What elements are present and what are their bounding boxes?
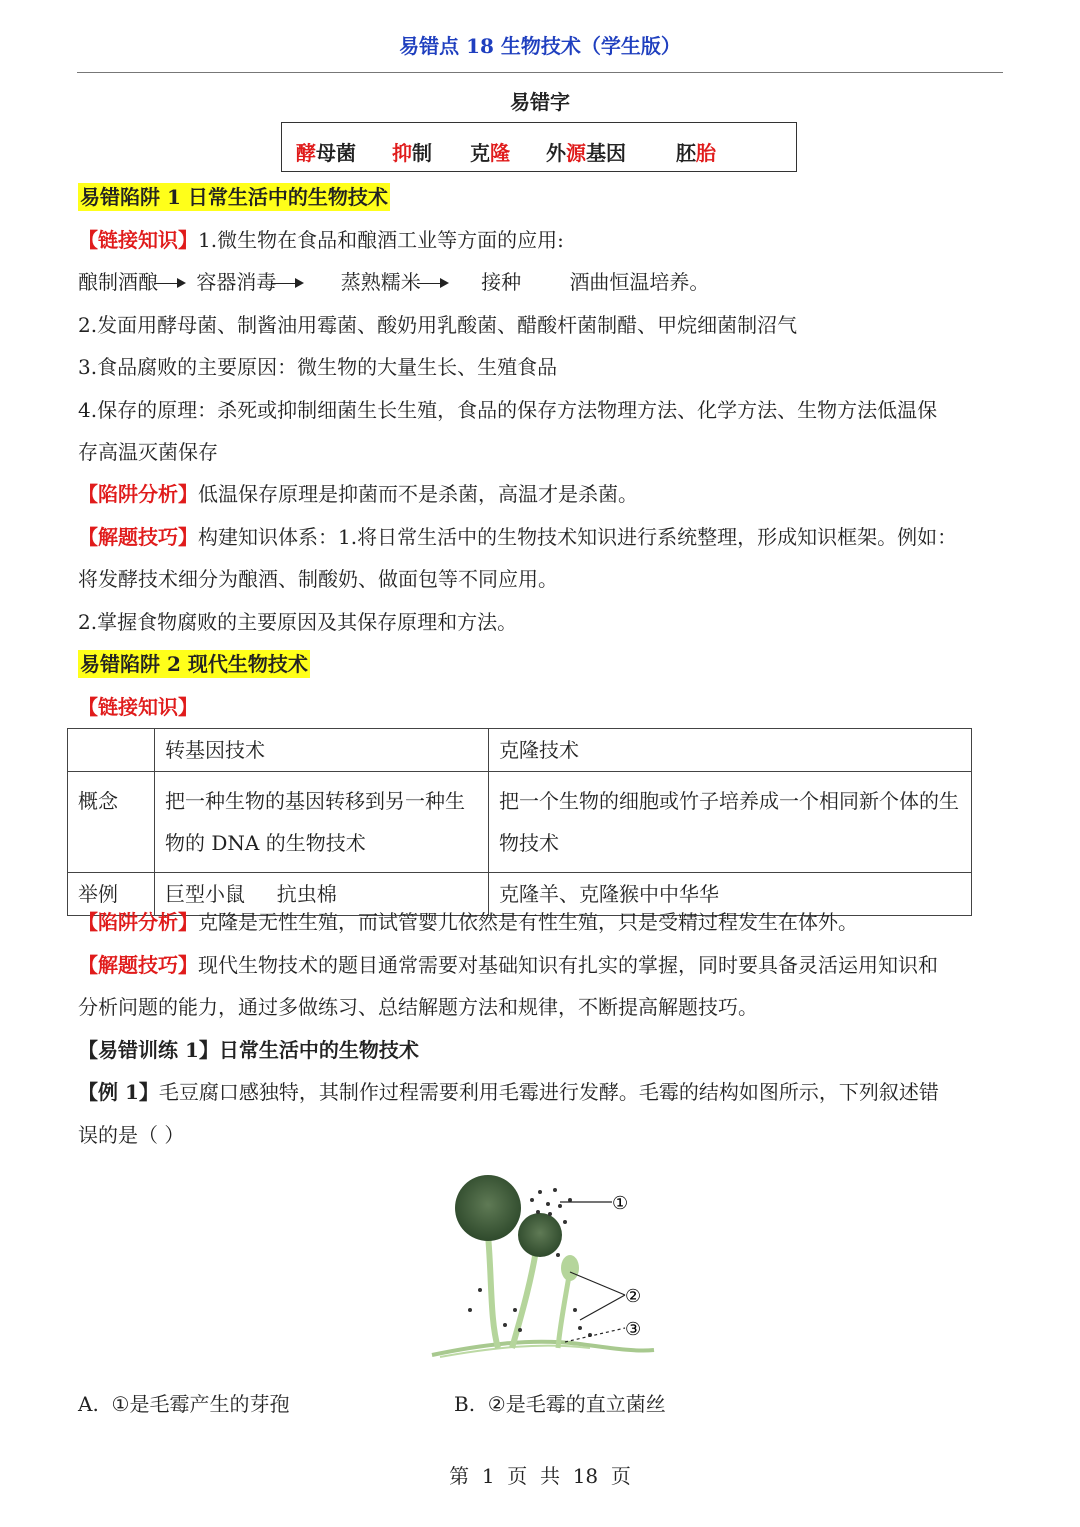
table-header-transgenic: 转基因技术 bbox=[155, 729, 489, 772]
trap2-heading: 易错陷阱 2 现代生物技术 bbox=[80, 652, 308, 676]
arrow-icon bbox=[417, 283, 447, 284]
table-cell bbox=[68, 729, 155, 772]
table-cell: 概念 bbox=[68, 772, 155, 873]
typo-heading: 易错字 bbox=[510, 90, 570, 114]
figure-label-1: ① bbox=[612, 1193, 629, 1214]
trap1-item4-line2: 存高温灭菌保存 bbox=[78, 440, 218, 464]
typo-word-1: 酵母菌 bbox=[296, 141, 356, 165]
trap1-heading: 易错陷阱 1 日常生活中的生物技术 bbox=[80, 185, 388, 209]
typo-word-3: 克隆 bbox=[470, 141, 510, 165]
trap1-link: 【链接知识】1.微生物在食品和酿酒工业等方面的应用: bbox=[78, 228, 564, 252]
typo-word-2: 抑制 bbox=[392, 141, 432, 165]
option-b: B. ②是毛霉的直立菌丝 bbox=[454, 1392, 666, 1416]
table-header-clone: 克隆技术 bbox=[489, 729, 972, 772]
option-a: A. ①是毛霉产生的芽孢 bbox=[78, 1392, 290, 1416]
typo-word-5: 胚胎 bbox=[676, 141, 716, 165]
trap1-item4-line1: 4.保存的原理：杀死或抑制细菌生长生殖，食品的保存方法物理方法、化学方法、生物方法低温保 bbox=[78, 398, 938, 422]
training-heading: 【易错训练 1】日常生活中的生物技术 bbox=[78, 1038, 419, 1062]
table-row bbox=[68, 772, 972, 873]
comparison-table bbox=[67, 728, 972, 916]
mucor-figure bbox=[420, 1160, 670, 1375]
figure-label-3: ③ bbox=[625, 1319, 642, 1340]
table-cell: 克隆羊、克隆猴中中华华 bbox=[489, 873, 972, 916]
trap2-tip-line2: 分析问题的能力，通过多做练习、总结解题方法和规律，不断提高解题技巧。 bbox=[78, 995, 758, 1019]
table-cell: 把一种生物的基因转移到另一种生物的 DNA 的生物技术 bbox=[155, 772, 489, 873]
trap2-trap: 【陷阱分析】克隆是无性生殖，而试管婴儿依然是有性生殖，只是受精过程发生在体外。 bbox=[78, 910, 858, 934]
page-title: 易错点 18 生物技术（学生版） bbox=[399, 34, 681, 58]
example-line2: 误的是（ ） bbox=[78, 1123, 185, 1147]
trap1-item3: 3.食品腐败的主要原因：微生物的大量生长、生殖食品 bbox=[78, 355, 558, 379]
figure-label-2: ② bbox=[625, 1286, 642, 1307]
header-divider bbox=[77, 72, 1003, 73]
trap2-tip-line1: 【解题技巧】现代生物技术的题目通常需要对基础知识有扎实的掌握，同时要具备灵活运用知识和 bbox=[78, 953, 938, 977]
table-cell: 把一个生物的细胞或竹子培养成一个相同新个体的生物技术 bbox=[489, 772, 972, 873]
table-cell: 巨型小鼠 抗虫棉 bbox=[155, 873, 489, 916]
trap2-link: 【链接知识】 bbox=[78, 695, 198, 719]
table-cell: 举例 bbox=[68, 873, 155, 916]
table-row bbox=[68, 729, 972, 772]
trap1-trap: 【陷阱分析】低温保存原理是抑菌而不是杀菌，高温才是杀菌。 bbox=[78, 482, 638, 506]
trap1-item2: 2.发面用酵母菌、制酱油用霉菌、酸奶用乳酸菌、醋酸杆菌制醋、甲烷细菌制沼气 bbox=[78, 313, 798, 337]
typo-word-4: 外源基因 bbox=[546, 141, 626, 165]
example-line1: 【例 1】毛豆腐口感独特，其制作过程需要利用毛霉进行发酵。毛霉的结构如图所示，下列叙述错 bbox=[78, 1080, 939, 1104]
arrow-icon bbox=[154, 283, 184, 284]
trap1-process: 酿制酒酿 容器消毒 蒸熟糯米 接种 酒曲恒温培养。 bbox=[78, 270, 710, 294]
trap1-tip-line2: 将发酵技术细分为酿酒、制酸奶、做面包等不同应用。 bbox=[78, 567, 558, 591]
arrow-icon bbox=[272, 283, 302, 284]
trap1-tip-line3: 2.掌握食物腐败的主要原因及其保存原理和方法。 bbox=[78, 610, 518, 634]
trap1-tip-line1: 【解题技巧】构建知识体系：1.将日常生活中的生物技术知识进行系统整理，形成知识框架。例如： bbox=[78, 525, 958, 549]
typo-word-box bbox=[281, 122, 797, 172]
page-footer: 第 1 页 共 18 页 bbox=[449, 1464, 631, 1488]
